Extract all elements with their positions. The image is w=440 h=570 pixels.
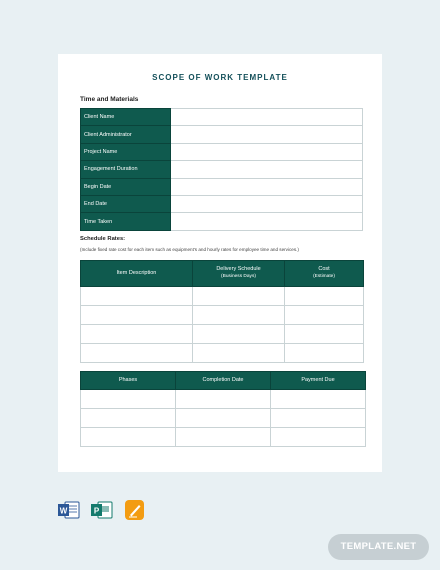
format-icons	[58, 500, 146, 520]
schedule-column-header	[81, 261, 193, 287]
payment-phases-table	[80, 371, 366, 447]
table-row	[81, 409, 366, 428]
info-row-label: Begin Date	[81, 178, 171, 195]
table-cell[interactable]	[285, 287, 364, 306]
info-row-label: Engagement Duration	[81, 161, 171, 178]
column-title: Delivery Schedule	[216, 266, 261, 273]
info-row-label: End Date	[81, 195, 171, 212]
info-row-value[interactable]	[171, 161, 363, 178]
table-cell[interactable]	[81, 428, 176, 447]
table-cell[interactable]	[176, 428, 271, 447]
table-row	[81, 390, 366, 409]
table-cell[interactable]	[285, 306, 364, 325]
info-row-value[interactable]	[171, 178, 363, 195]
time-materials-table	[80, 108, 363, 231]
pages-icon[interactable]	[124, 500, 146, 520]
table-row	[81, 344, 364, 363]
schedule-rates-table	[80, 260, 364, 363]
info-row-value[interactable]	[171, 109, 363, 126]
time-materials-heading: Time and Materials	[80, 96, 139, 103]
publisher-icon-letter: P	[93, 506, 100, 516]
phase-column-header: Completion Date	[176, 372, 271, 390]
schedule-column-header	[193, 261, 285, 287]
info-row-value[interactable]	[171, 143, 363, 160]
table-cell[interactable]	[193, 306, 285, 325]
info-row-label: Client Administrator	[81, 126, 171, 143]
info-row	[81, 178, 363, 195]
word-icon-letter: W	[59, 506, 68, 516]
table-row	[81, 428, 366, 447]
schedule-rates-note: (Include fixed rate cost for each item such as equipment's and hourly rates for employee time and services.)	[80, 247, 299, 252]
table-row	[81, 287, 364, 306]
document-page	[58, 54, 382, 472]
table-cell[interactable]	[81, 409, 176, 428]
table-cell[interactable]	[193, 325, 285, 344]
schedule-rates-heading: Schedule Rates:	[80, 236, 126, 242]
table-cell[interactable]	[285, 325, 364, 344]
column-title: Item Description	[116, 269, 157, 276]
table-cell[interactable]	[193, 287, 285, 306]
table-cell[interactable]	[81, 390, 176, 409]
document-title: SCOPE OF WORK TEMPLATE	[152, 73, 288, 82]
table-row	[81, 325, 364, 344]
info-row	[81, 213, 363, 230]
schedule-column-header	[285, 261, 364, 287]
info-row	[81, 195, 363, 212]
phase-column-header: Phases	[81, 372, 176, 390]
publisher-icon[interactable]	[91, 500, 113, 520]
info-row	[81, 126, 363, 143]
info-row-label: Time Taken	[81, 213, 171, 230]
info-row-label: Client Name	[81, 109, 171, 126]
table-cell[interactable]	[176, 409, 271, 428]
table-cell[interactable]	[176, 390, 271, 409]
column-subtitle: (Estimate)	[313, 273, 335, 279]
table-cell[interactable]	[271, 428, 366, 447]
table-row	[81, 306, 364, 325]
table-cell[interactable]	[81, 344, 193, 363]
table-cell[interactable]	[81, 306, 193, 325]
info-row-value[interactable]	[171, 213, 363, 230]
table-cell[interactable]	[193, 344, 285, 363]
template-net-badge[interactable]: TEMPLATE.NET	[328, 534, 429, 560]
word-icon[interactable]	[58, 500, 80, 520]
info-row-value[interactable]	[171, 195, 363, 212]
column-title: Cost	[318, 266, 330, 273]
info-row	[81, 161, 363, 178]
info-row	[81, 109, 363, 126]
info-row-label: Project Name	[81, 143, 171, 160]
table-cell[interactable]	[285, 344, 364, 363]
column-subtitle: (Business Days)	[221, 273, 256, 279]
table-cell[interactable]	[271, 409, 366, 428]
table-cell[interactable]	[81, 325, 193, 344]
phase-column-header: Payment Due	[271, 372, 366, 390]
info-row-value[interactable]	[171, 126, 363, 143]
info-row	[81, 143, 363, 160]
table-cell[interactable]	[81, 287, 193, 306]
table-cell[interactable]	[271, 390, 366, 409]
